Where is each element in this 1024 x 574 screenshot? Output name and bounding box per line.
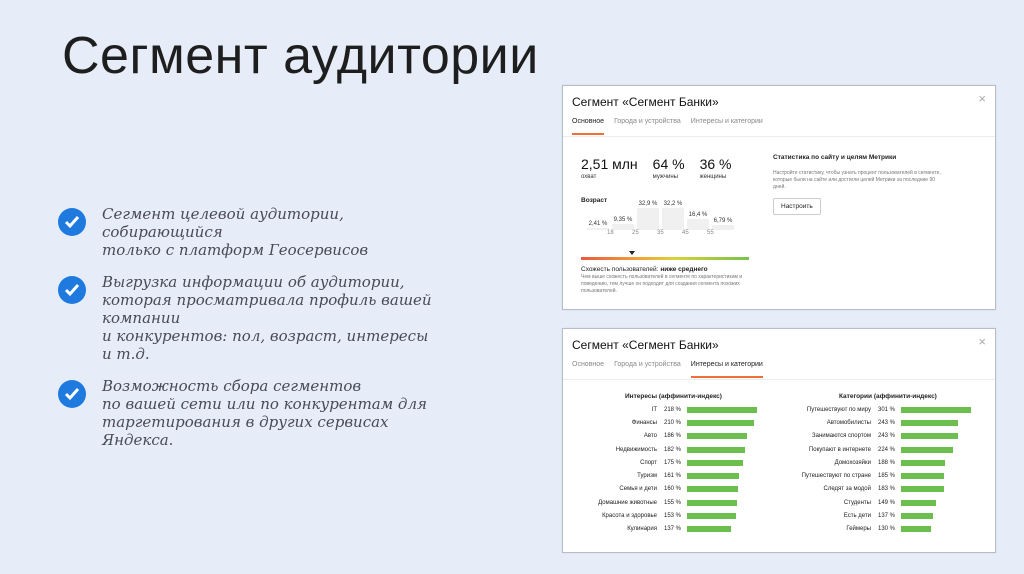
affinity-name: Недвижимость	[615, 446, 657, 453]
stat-value: 64 %	[652, 156, 685, 172]
affinity-pct: 186 %	[663, 433, 681, 440]
stat-reach	[581, 156, 638, 180]
affinity-name: Финансы	[631, 419, 657, 426]
affinity-pct: 130 %	[877, 526, 895, 533]
age-tick: 45	[682, 230, 689, 236]
affinity-bar	[901, 447, 953, 453]
interests-list	[573, 403, 757, 536]
affinity-row	[777, 496, 971, 509]
age-tick: 35	[657, 230, 664, 236]
divider	[563, 379, 995, 380]
affinity-name: Спорт	[640, 459, 657, 466]
affinity-pct: 137 %	[663, 526, 681, 533]
segment-panel-interests	[562, 328, 996, 553]
similarity-value: ниже среднего	[660, 266, 708, 273]
affinity-pct: 243 %	[877, 419, 895, 426]
age-label: 2,41 %	[588, 221, 608, 228]
affinity-row	[777, 416, 971, 429]
affinity-row	[777, 483, 971, 496]
affinity-pct: 149 %	[877, 499, 895, 506]
affinity-bar	[901, 473, 944, 479]
age-ticks	[581, 230, 751, 240]
affinity-name: Студенты	[843, 499, 871, 506]
bullet-list	[58, 205, 438, 463]
stat-label: мужчины	[652, 174, 678, 180]
age-tick: 18	[607, 230, 614, 236]
categories-title: Категории (аффинити-индекс)	[839, 393, 937, 400]
affinity-row	[777, 523, 971, 536]
affinity-name: Следят за модой	[823, 486, 871, 493]
configure-button[interactable]: Настроить	[773, 198, 821, 215]
affinity-row	[777, 469, 971, 482]
affinity-bar	[901, 460, 945, 466]
affinity-name: Автомобилисты	[826, 419, 871, 426]
affinity-name: IT	[651, 406, 657, 413]
affinity-pct: 218 %	[663, 406, 681, 413]
affinity-name: Домохозяйки	[834, 459, 871, 466]
affinity-row	[777, 430, 971, 443]
tab-main[interactable]: Основное	[572, 118, 604, 135]
bullet-text: Выгрузка информации об аудитории, которая просматривала профиль вашей компании и конкурентов: пол, возраст, интересы и т.д.	[102, 273, 432, 363]
check-icon	[58, 276, 86, 304]
age-bar	[687, 219, 709, 230]
affinity-row	[573, 430, 757, 443]
age-tick: 25	[632, 230, 639, 236]
affinity-row	[573, 456, 757, 469]
affinity-pct: 224 %	[877, 446, 895, 453]
affinity-row	[573, 509, 757, 522]
affinity-bar	[901, 420, 958, 426]
affinity-name: Кулинария	[627, 526, 657, 533]
affinity-bar	[901, 500, 936, 506]
age-title: Возраст	[581, 197, 608, 204]
affinity-row	[573, 416, 757, 429]
affinity-pct: 137 %	[877, 513, 895, 520]
stat-value: 2,51 млн	[581, 156, 638, 172]
similarity-desc: Чем выше схожесть пользователей в сегменте по характеристикам и поведению, тем лучше он подходит для создания сегмента похожих пользователей.	[581, 274, 743, 294]
affinity-row	[573, 403, 757, 416]
affinity-bar	[687, 420, 754, 426]
affinity-pct: 188 %	[877, 459, 895, 466]
metrika-title: Статистика по сайту и целям Метрики	[773, 154, 897, 161]
affinity-row	[777, 443, 971, 456]
affinity-bar	[901, 526, 931, 532]
age-label: 16,4 %	[688, 212, 708, 219]
age-label: 32,2 %	[663, 201, 683, 208]
affinity-row	[573, 483, 757, 496]
affinity-bar	[687, 486, 738, 492]
affinity-bar	[901, 513, 933, 519]
affinity-row	[573, 469, 757, 482]
stat-women	[700, 156, 732, 180]
tab-cities-devices[interactable]: Города и устройства	[614, 361, 681, 368]
affinity-bar	[687, 460, 743, 466]
stat-value: 36 %	[699, 156, 732, 172]
affinity-name: Геймеры	[846, 526, 871, 533]
tab-main[interactable]: Основное	[572, 361, 605, 368]
affinity-bar	[687, 407, 757, 413]
affinity-name: Путешествуют по миру	[806, 406, 871, 413]
affinity-bar	[687, 447, 745, 453]
similarity-scale	[581, 257, 749, 260]
metrika-desc: Настройте статистику, чтобы узнать процент пользователей в сегменте, которые были на сайте или достигли целей Метрики за последние 90 дней.	[773, 170, 941, 190]
bullet-text: Сегмент целевой аудитории, собирающийся только с платформ Геосервисов	[102, 205, 369, 259]
affinity-row	[573, 443, 757, 456]
affinity-name: Туризм	[637, 473, 657, 480]
affinity-bar	[901, 486, 944, 492]
affinity-name: Есть дети	[843, 513, 871, 520]
bullet-item	[58, 273, 438, 363]
affinity-bar	[687, 500, 737, 506]
affinity-name: Семья и дети	[619, 486, 657, 493]
similarity-label: Схожесть пользователей:	[581, 266, 659, 273]
stat-label: женщины	[699, 174, 727, 180]
tab-interests[interactable]: Интересы и категории	[690, 118, 763, 125]
age-label: 9,35 %	[613, 216, 633, 223]
age-label: 6,79 %	[713, 218, 733, 225]
panel-title: Сегмент «Сегмент Банки»	[572, 338, 719, 352]
slide-title: Сегмент аудитории	[62, 27, 539, 85]
panel-title: Сегмент «Сегмент Банки»	[572, 95, 719, 109]
affinity-pct: 182 %	[663, 446, 681, 453]
bullet-text: Возможность сбора сегментов по вашей сети или по конкурентам для таргетирования в других сервисах Яндекса.	[102, 377, 427, 449]
similarity-title	[581, 266, 708, 273]
affinity-bar	[687, 433, 747, 439]
tab-cities-devices[interactable]: Города и устройства	[614, 118, 681, 125]
affinity-name: Домашние животные	[598, 499, 657, 506]
tab-bar	[572, 361, 773, 378]
affinity-bar	[901, 433, 958, 439]
affinity-bar	[687, 473, 739, 479]
age-bar	[637, 208, 659, 230]
age-label: 32,9 %	[638, 201, 658, 207]
affinity-bar	[687, 526, 731, 532]
affinity-pct: 161 %	[663, 473, 681, 480]
age-tick: 55	[707, 230, 714, 236]
similarity-marker	[629, 251, 635, 255]
check-icon	[58, 380, 86, 408]
close-icon[interactable]: ×	[978, 91, 986, 106]
affinity-row	[573, 496, 757, 509]
affinity-bar	[901, 407, 971, 413]
bullet-item	[58, 377, 438, 449]
affinity-row	[777, 509, 971, 522]
affinity-pct: 183 %	[877, 486, 895, 493]
affinity-name: Красота и здоровье	[602, 513, 657, 520]
bullet-item	[58, 205, 438, 259]
check-icon	[58, 208, 86, 236]
affinity-row	[777, 456, 971, 469]
divider	[563, 136, 995, 137]
affinity-name: Покупают в интернете	[808, 446, 871, 453]
tab-interests[interactable]: Интересы и категории	[691, 361, 763, 378]
affinity-pct: 155 %	[663, 499, 681, 506]
affinity-row	[777, 403, 971, 416]
close-icon[interactable]: ×	[978, 334, 986, 349]
age-bar	[662, 208, 684, 230]
affinity-pct: 153 %	[663, 513, 681, 520]
affinity-bar	[687, 513, 736, 519]
affinity-pct: 243 %	[877, 433, 895, 440]
categories-list	[777, 403, 971, 536]
affinity-pct: 185 %	[877, 473, 895, 480]
stats-row	[581, 156, 747, 180]
affinity-pct: 175 %	[663, 459, 681, 466]
interests-title: Интересы (аффинити-индекс)	[625, 393, 722, 400]
affinity-name: Занимаются спортом	[812, 433, 871, 440]
stat-label: охват	[581, 174, 597, 180]
affinity-pct: 160 %	[663, 486, 681, 493]
affinity-name: Авто	[643, 433, 657, 440]
tab-bar	[572, 118, 773, 135]
affinity-row	[573, 523, 757, 536]
affinity-pct: 301 %	[877, 406, 895, 413]
stat-men	[653, 156, 685, 180]
affinity-pct: 210 %	[663, 419, 681, 426]
segment-panel-main	[562, 85, 996, 310]
affinity-name: Путешествуют по стране	[801, 473, 871, 480]
